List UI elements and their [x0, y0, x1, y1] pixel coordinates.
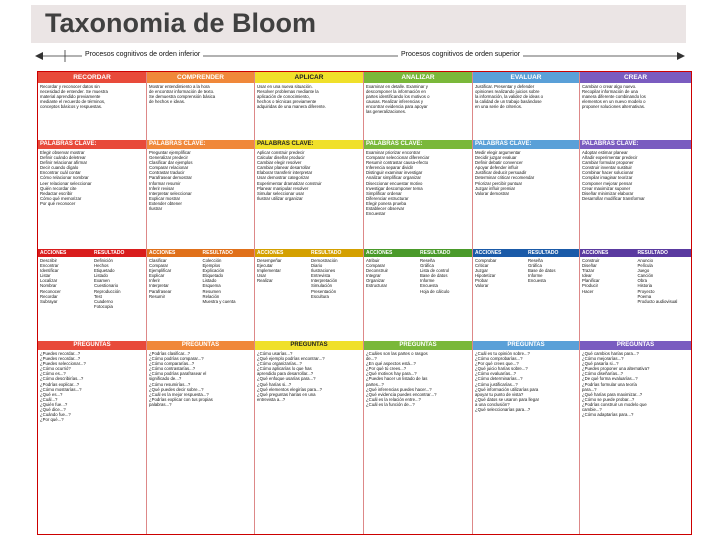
results-title: RESULTADO — [420, 250, 451, 256]
actions-title: ACCIONES — [257, 250, 284, 256]
keywords-list: Adoptar estimar planear Añadir experimentar predecir Cambiar formular proponer Construir inventar sustituir Combinar hacer solucionar Compilar imaginar teorizar Componer mejorar pensar Crear maximizar suponer Diseñar minimizar elaborar Desarrollar modificar transformar — [582, 150, 645, 201]
bloom-table — [37, 71, 692, 535]
actions-list: Clasificar Comparar Ejemplificar Explicar Inferir Interpretar Parafrasear Resumir — [149, 258, 172, 299]
actions-list: Atribuir Comparar Deconstruir Integrar Organizar Estructurar — [366, 258, 388, 289]
column-header: CREAR — [580, 72, 691, 83]
actions-title: ACCIONES — [475, 250, 502, 256]
actions-list: Describir Encontrar Identificar Listar Localizar Nombrar Reconocer Recordar Subrayar — [40, 258, 61, 304]
actions-results-header — [364, 249, 472, 257]
definition-text: Examinar en detalle. Examinar y descomponer la información en partes identificando los motivos o causas. Realizar inferencias y encontrar evidencia para apoyar las generalizaciones. — [366, 84, 430, 115]
column-analizar — [364, 72, 473, 534]
column-header: APLICAR — [255, 72, 363, 83]
actions-title: ACCIONES — [149, 250, 176, 256]
results-title: RESULTADO — [637, 250, 668, 256]
actions-results-header — [580, 249, 691, 257]
column-recordar — [38, 72, 147, 534]
actions-list: Construir Diseñar Trazar Idear Planificar Producir Hacer — [582, 258, 600, 294]
keywords-title: PALABRAS CLAVE: — [255, 140, 363, 149]
definition-text: Recordar y reconocer datos sin necesidad de entender. Se muestra material aprendido previamente mediante el recuerdo de términos, conceptos básicos y respuestas. — [40, 84, 108, 110]
actions-results-header — [147, 249, 254, 257]
keywords-list: Aplicar construir predecir Calcular diseñar producir Cambiar elegir resolver Cambiar planear desarrollar Elaborar transferir interpretar Usar demostrar categorizar Experimentar dramatizar construir Planear manipular resolver Simular seleccionar usar Ilustrar utilizar organizar — [257, 150, 322, 201]
results-list: Demostración Diario Ilustraciones Entrevista Interpretación Simulación Presentación Escultura — [311, 258, 338, 299]
label-higher-order: Procesos cognitivos de orden superior — [398, 51, 523, 58]
results-title: RESULTADO — [311, 250, 342, 256]
questions-list: ¿Podrías clasificar...? ¿Cómo podrías comparar...? ¿Cómo compararías...? ¿Cómo contrastarías...? ¿Cómo podrías parafrasear el significado de...? ¿Cómo resumirías...? ¿Qué puedes decir sobre...? ¿Cuál es la mejor respuesta...? ¿Podrías explicar con tus propias palabras...? — [149, 351, 213, 407]
keywords-title: PALABRAS CLAVE: — [473, 140, 579, 149]
actions-results — [255, 257, 363, 341]
actions-title: ACCIONES — [582, 250, 609, 256]
actions-title: ACCIONES — [40, 250, 67, 256]
arrow-right-icon — [677, 52, 685, 60]
questions-title: PREGUNTAS — [255, 341, 363, 350]
actions-results — [38, 257, 146, 341]
actions-results-header — [38, 249, 146, 257]
keywords-list: Medir elegir argumentar Decidir juzgar evaluar Definir debatir convencer Apoyar defender influir Justificar deducir persuadir Determinar criticar recomendar Priorizar percibir puntuar Juzgar influir premiar Valorar demostrar — [475, 150, 535, 196]
arrow-left-icon — [35, 52, 43, 60]
results-list: Colección Ejemplos Explicación Etiquetado Listado Esquema Resumen Relación Muestra y cuenta — [202, 258, 236, 304]
results-list: Reseña Gráfica Lista de control Base de datos Informe Encuesta Hoja de cálculo — [420, 258, 450, 294]
actions-results-header — [255, 249, 363, 257]
questions-list: ¿Puedes recordar...? ¿Puedes recordar...? ¿Puedes seleccionar...? ¿Cómo ocurrió? ¿Cómo es...? ¿Cómo describirías...? ¿Podrías explicar...? ¿Cómo mostrarías...? ¿Qué es...? ¿Cuál...? ¿Quién fue...? ¿Qué dice...? ¿Cuándo fue...? ¿Por qué...? — [40, 351, 86, 423]
actions-results — [580, 257, 691, 341]
results-title: RESULTADO — [528, 250, 559, 256]
questions-list: ¿Cuáles son las partes o rasgos de...? ¿En qué aspectos está...? ¿Por qué tú crees...? ¿Qué motivos hay para...? ¿Puedes hacer un listado de las partes...? ¿Qué inferencias puedes hacer...? ¿Qué evidencia puedes encontrar...? ¿Cuál es la relación entre...? ¿Cuál es la función de...? — [366, 351, 437, 407]
results-list: Anuncio Película Juego Canción Obra Historia Proyecto Poema Producto audiovisual — [637, 258, 678, 304]
actions-results — [473, 257, 579, 341]
column-header: COMPRENDER — [147, 72, 254, 83]
column-evaluar — [473, 72, 580, 534]
actions-results — [364, 257, 472, 341]
keywords-list: Examinar priorizar encontrar Comparar seleccionar diferenciar Resumir contrastar causa-efecto Inferencia separar dividir Distinguir examinar investigar Analizar simplificar organizar Diseccionar encuestar motivo Investigar descomponer tema Simplificar ordenar Diferenciar estructurar Elegir ponera prueba Establecer observar Encuestar — [366, 150, 430, 217]
actions-list: Comprobar Criticar Juzgar Hipotetizar Probar Valorar — [475, 258, 497, 289]
keywords-title: PALABRAS CLAVE: — [147, 140, 254, 149]
definition-text: Justificar. Presentar y defender opiniones realizando juicios sobre la información, la validez de ideas o la calidad de un trabajo basándose en una serie de criterios. — [475, 84, 544, 110]
results-list: Definición Hechos Etiquetado Listado Examen Cuestionario Reproducción Test Cuaderno Fotocopia — [94, 258, 121, 309]
label-lower-order: Procesos cognitivos de orden inferior — [82, 51, 203, 58]
questions-list: ¿Qué cambios harías para...? ¿Cómo mejorarías...? ¿Qué pasaría si...? ¿Puedes proponer una alternativa? ¿Cómo diseñarías...? ¿De qué forma evaluarías...? ¿Podrías formular una teoría para...? ¿Qué harías para maximizar...? ¿Cómo se puede probar...? ¿Podrías construir un modelo que cambie...? ¿Cómo adaptarías para...? — [582, 351, 650, 418]
definition-text: Usar en una nueva situación. Resolver problemas mediante la aplicación de conocimiento, hechos o técnicas previamente adquiridas de una manera diferente. — [257, 84, 327, 110]
actions-title: ACCIONES — [366, 250, 393, 256]
questions-title: PREGUNTAS — [147, 341, 254, 350]
column-header: RECORDAR — [38, 72, 146, 83]
questions-title: PREGUNTAS — [473, 341, 579, 350]
column-comprender — [147, 72, 255, 534]
questions-list: ¿Cuál es tu opinión sobre...? ¿Cómo comprobarías...? ¿Por qué crees que...? ¿Qué juicio harías sobre...? ¿Cómo evaluarías...? ¿Cómo determinarías...? ¿Cómo justificarías...? ¿Qué información utilizarías para apoyar tu punto de vista? ¿Qué datos se usaron para llegar a una conclusión? ¿Qué seleccionarías para...? — [475, 351, 540, 413]
definition-text: Cambiar o crear algo nuevo. Recopilar información de una manera diferente combinando los elementos en un nuevo modelo o proponer soluciones alternativas. — [582, 84, 646, 110]
questions-title: PREGUNTAS — [364, 341, 472, 350]
keywords-title: PALABRAS CLAVE: — [38, 140, 146, 149]
actions-results — [147, 257, 254, 341]
definition-text: Mostrar entendimiento a la hora de encontrar información de texto. Se demuestra comprensión básica de hechos e ideas. — [149, 84, 216, 105]
column-header: ANALIZAR — [364, 72, 472, 83]
column-crear — [580, 72, 691, 534]
column-header: EVALUAR — [473, 72, 579, 83]
keywords-list: Elegir observar mostrar Definir cuándo deletrear Definir relacionar afirmar Decir cuando dígalo Encontrar cuál contar Cómo relacionar nombrar Leer relacionar seleccionar Quién recordar cite Redactar escribir Cómo qué memorizar Por qué reconocer — [40, 150, 92, 206]
questions-title: PREGUNTAS — [580, 341, 691, 350]
keywords-list: Preguntar ejemplificar Generalizar predecir Clasificar dar ejemplos Comparar relacionar Contrastar traducir Parafrasear demostrar Informar resumir Inferir revisar Interpretar seleccionar Explicar mostrar Extender obtener Ilustrar — [149, 150, 193, 212]
column-aplicar — [255, 72, 364, 534]
results-title: RESULTADO — [94, 250, 125, 256]
results-title: RESULTADO — [202, 250, 233, 256]
results-list: Reseña Gráfica Base de datos Informe Encuesta — [528, 258, 556, 284]
keywords-title: PALABRAS CLAVE: — [580, 140, 691, 149]
questions-list: ¿Cómo usarías...? ¿Qué ejemplo podrías encontrar...? ¿Cómo organizarías...? ¿Cómo aplicarías lo que has aprendido para desarrollar...? ¿Qué enfoque usarías para...? ¿Qué harías si...? ¿Qué elementos elegirías para...? ¿Qué preguntas harías en una entrevista a...? — [257, 351, 325, 402]
questions-title: PREGUNTAS — [38, 341, 146, 350]
actions-list: Desempeñar Ejecutar Implementar Usar Realizar — [257, 258, 282, 284]
keywords-title: PALABRAS CLAVE: — [364, 140, 472, 149]
actions-results-header — [473, 249, 579, 257]
page-title: Taxonomia de Bloom — [45, 8, 317, 38]
